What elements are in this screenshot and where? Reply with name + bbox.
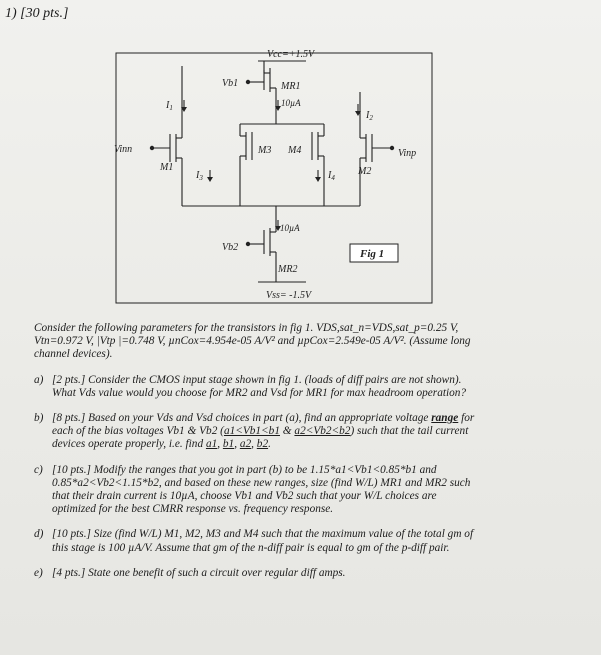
mr2-label: MR2 [278, 264, 298, 275]
vb2-label: Vb2 [222, 242, 239, 253]
fig-label: Fig 1 [360, 248, 385, 260]
i2-label: $I_2$ [366, 110, 373, 122]
m2-transistor [360, 120, 372, 196]
m1-transistor [170, 110, 182, 196]
circuit-diagram [0, 0, 601, 320]
top-current-label: 10µA [281, 98, 301, 108]
m3-label: M3 [258, 145, 272, 156]
question-header: 1) [30 pts.] [5, 6, 69, 21]
question-e: e) [4 pts.] State one benefit of such a circuit over regular diff amps. [34, 566, 346, 579]
vb1-label: Vb1 [222, 78, 239, 89]
question-a: a) [2 pts.] Consider the CMOS input stage shown in fig 1. (loads of diff pairs are not shown). What Vds value would you choose for MR2 and Vsd for MR1 for max headroom operation? [34, 373, 467, 399]
m4-label: M4 [288, 145, 302, 156]
m1-label: M1 [160, 162, 174, 173]
i4-label: $I_4$ [328, 170, 335, 182]
i1-label: $I_1$ [166, 100, 173, 112]
vinp-label: Vinp [398, 148, 417, 159]
question-c: c) [10 pts.] Modify the ranges that you got in part (b) to be 1.15*a1<Vb1<0.85*b1 and 0.85*a2<Vb2<1.15*b2, and based on these new ranges, size (find W/L) MR1 and MR2 such that their drain current is 10µA, choose Vb1 and Vb2 such that your W/L choices are optimized for the best CMRR response vs. frequency response. [34, 463, 471, 516]
question-d: d) [10 pts.] Size (find W/L) M1, M2, M3 and M4 such that the maximum value of the total gm of this stage is 100 µA/V. Assume that gm of the n-diff pair is equal to gm of the p-diff pair. [34, 528, 474, 554]
i3-label: $I_3$ [196, 170, 203, 182]
mr1-transistor [264, 68, 276, 124]
m3-transistor [240, 132, 252, 206]
vss-label: Vss= -1.5V [266, 290, 312, 301]
question-b: b) [8 pts.] Based on your Vds and Vsd choices in part (a), find an appropriate voltage range for each of the bias voltages Vb1 & Vb2 (a1<Vb1<b1 & a2<Vb2<b2) such that the tail current devices operate properly, i.e. find a1, b1, a2, b2. [34, 412, 475, 451]
vcc-label: Vcc=+1.5V [267, 49, 315, 60]
vinm-label: Vinn [114, 144, 133, 155]
mr1-label: MR1 [281, 81, 301, 92]
range-emphasis: range [431, 412, 459, 425]
parameters-paragraph: Consider the following parameters for the transistors in fig 1. VDS,sat_n=VDS,sat_p=0.25 V, Vtn=0.972 V, |Vtp |=0.748 V, µnCox=4.954e-05 A/V² and µpCox=2.549e-05 A/V². (Assume long channel devices). [34, 322, 471, 361]
m4-transistor [312, 132, 324, 206]
question-text [34, 322, 566, 592]
m2-label: M2 [358, 166, 372, 177]
bottom-current-label: 10µA [280, 223, 300, 233]
figure-frame [116, 53, 432, 303]
mr2-transistor [264, 228, 276, 282]
